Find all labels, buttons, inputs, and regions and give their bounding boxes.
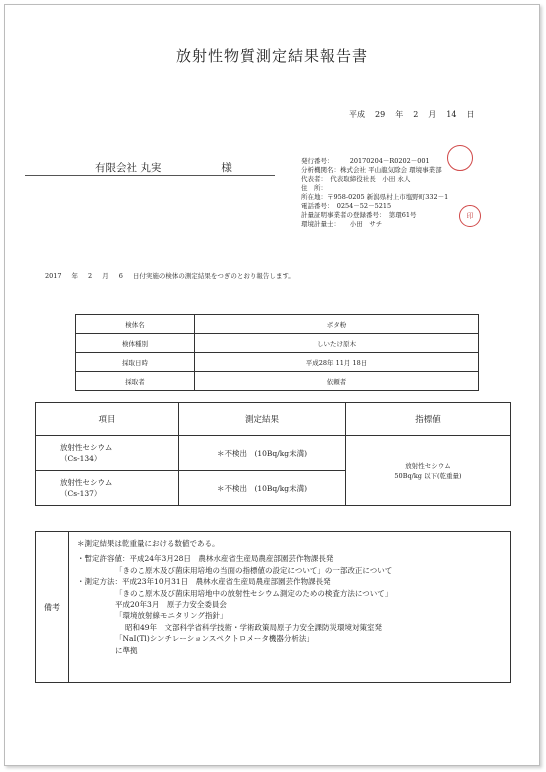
- table-row: [76, 334, 479, 353]
- remark-line: ・暫定許容値：平成24年3月28日 農林水産省生産局農産部園芸作物課長発: [77, 554, 334, 564]
- table-row: [76, 315, 479, 334]
- personal-seal-icon: 印: [459, 205, 481, 227]
- result-item: 放射性セシウム （Cs-134）: [36, 436, 179, 471]
- sample-value: ボタ粉: [195, 315, 479, 334]
- results-table: [35, 402, 511, 506]
- remark-line: 「環境放射線モニタリング指針」: [115, 611, 228, 621]
- issuer-certified-measurer: 環境計量士： 小田 サチ: [301, 220, 383, 228]
- sample-label: 検体名: [76, 315, 195, 334]
- remark-line: 平成20年3月 原子力安全委員会: [115, 600, 227, 610]
- issuer-registration: 計量証明事業者の登録番号： 第環61号: [301, 211, 417, 219]
- issuer-address-label: 住 所：: [301, 184, 327, 192]
- issuer-representative: 代表者： 代表取締役社長 小田 永人: [301, 175, 411, 183]
- header-result: 測定結果: [179, 403, 346, 436]
- sample-label: 検体種別: [76, 334, 195, 353]
- report-title: 放射性物質測定結果報告書: [175, 47, 368, 65]
- remark-line: 「NaI(Tl)シンチレーションスペクトロメータ機器分析法」: [115, 634, 314, 644]
- issuer-location: 所在地：〒958-0205 新潟県村上市塩野町332－1: [301, 193, 449, 201]
- remarks-table: [35, 531, 511, 683]
- header-standard: 指標値: [346, 403, 511, 436]
- report-page: [4, 4, 540, 766]
- issuer-lab-name: 分析機関名：株式会社 平山龍気除会 環境事業部: [301, 166, 442, 174]
- recipient-underline: [25, 175, 275, 176]
- standard-value: 放射性セシウム 50Bq/kg 以下(乾重量): [346, 436, 511, 506]
- recipient-honorific: 様: [221, 162, 232, 174]
- sample-label: 採取日時: [76, 353, 195, 372]
- issuer-number: 発行番号： 20170204－R0202－001: [301, 157, 430, 165]
- sample-value: 平成28年 11月 18日: [195, 353, 479, 372]
- remarks-label: 備考: [36, 532, 69, 683]
- table-header-row: [36, 403, 511, 436]
- remarks-notes: [69, 532, 511, 683]
- table-row: [36, 532, 511, 683]
- remark-line: 「きのこ原木及び菌床用培地の当面の指標値の設定について」の一部改正について: [115, 565, 393, 575]
- sample-table: [75, 314, 479, 391]
- remark-line: 昭和49年 文部科学省科学技術・学術政策局原子力安全課防災環境対策室発: [125, 622, 383, 632]
- remark-line: 「きのこ原木及び菌床用培地中の放射性セシウム測定のための検査方法について」: [115, 588, 393, 598]
- remark-line: ・測定方法：平成23年10月31日 農林水産省生産局農産部園芸作物課長発: [77, 577, 331, 587]
- table-row: [36, 436, 511, 471]
- issuer-phone: 電話番号： 0254－52－5215: [301, 202, 392, 210]
- report-date: 平成 29 年 2 月 14 日: [349, 110, 475, 119]
- table-row: [76, 353, 479, 372]
- result-value: ＊不検出 (10Bq/kg未満): [179, 436, 346, 471]
- company-seal-icon: [447, 145, 473, 171]
- remark-line: ＊測定結果は乾重量における数値である。: [77, 539, 220, 548]
- remark-line: に準拠: [115, 645, 138, 655]
- sample-value: しいたけ原木: [195, 334, 479, 353]
- result-value: ＊不検出 (10Bq/kg未満): [179, 471, 346, 506]
- header-item: 項目: [36, 403, 179, 436]
- recipient: [95, 160, 232, 175]
- intro-text: 2017 年 2 月 6 日付実施の検体の測定結果をつぎのとおり報告します。: [45, 272, 295, 280]
- result-item: 放射性セシウム （Cs-137）: [36, 471, 179, 506]
- table-row: [76, 372, 479, 391]
- sample-value: 依頼者: [195, 372, 479, 391]
- recipient-name: 有限会社 丸実: [95, 162, 162, 174]
- sample-label: 採取者: [76, 372, 195, 391]
